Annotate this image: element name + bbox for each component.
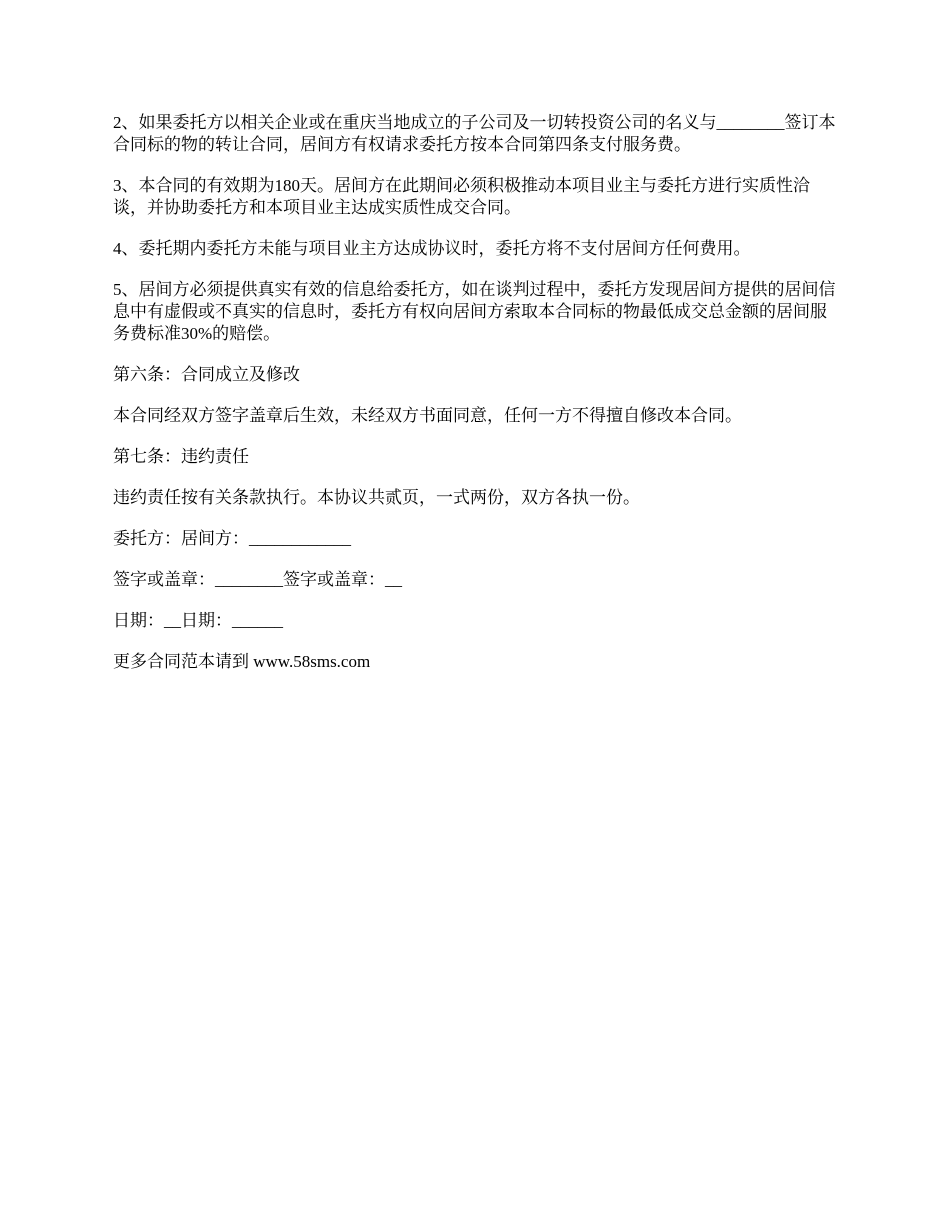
clause-2-paragraph: 2、如果委托方以相关企业或在重庆当地成立的子公司及一切转投资公司的名义与________签订本合同标的物的转让合同，居间方有权请求委托方按本合同第四条支付服务费。	[113, 113, 836, 154]
clause-3-paragraph: 3、本合同的有效期为180天。居间方在此期间必须积极推动本项目业主与委托方进行实质性洽谈，并协助委托方和本项目业主达成实质性成交合同。	[113, 176, 810, 217]
clause-5-paragraph: 5、居间方必须提供真实有效的信息给委托方，如在谈判过程中，委托方发现居间方提供的居间信息中有虚假或不真实的信息时，委托方有权向居间方索取本合同标的物最低成交总金额的居间服务费标准30%的赔偿。	[113, 280, 836, 343]
article-7-heading: 第七条：违约责任	[113, 447, 249, 466]
signature-line: 签字或盖章：________签字或盖章：__	[113, 570, 402, 589]
footer-link-text: 更多合同范本请到 www.58sms.com	[113, 652, 371, 671]
clause-4-paragraph: 4、委托期内委托方未能与项目业主方达成协议时，委托方将不支付居间方任何费用。	[113, 239, 751, 258]
article-6-body: 本合同经双方签字盖章后生效，未经双方书面同意，任何一方不得擅自修改本合同。	[113, 406, 742, 425]
document-page	[113, 112, 841, 692]
date-line: 日期：__日期：______	[113, 611, 283, 630]
article-7-body: 违约责任按有关条款执行。本协议共贰页，一式两份，双方各执一份。	[113, 488, 640, 507]
article-6-heading: 第六条：合同成立及修改	[113, 365, 300, 384]
parties-line: 委托方：居间方：____________	[113, 529, 351, 548]
